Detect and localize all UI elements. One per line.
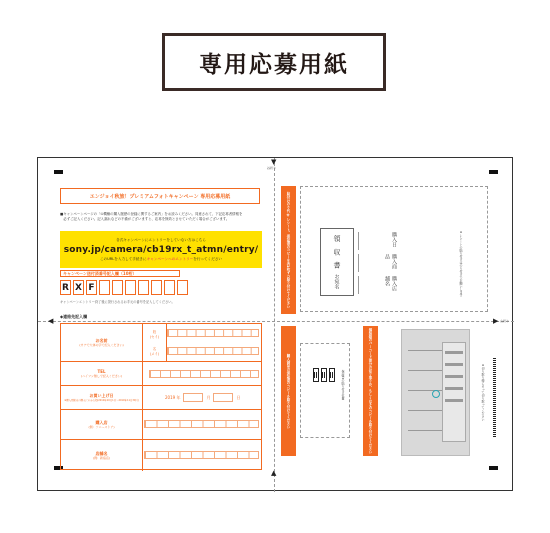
vertical-barcode: [493, 358, 496, 438]
fold-arrow-left: ◀: [48, 317, 54, 325]
serial-cell[interactable]: [112, 280, 123, 295]
fold-arrow-top: ▼: [271, 158, 277, 166]
url-instruction-suffix: を行ってください: [193, 256, 223, 261]
serial-cell[interactable]: [151, 280, 162, 295]
note-line: ■キャンペーンページの「①機種の購入履歴の登録に関するご案内」をお読みください。同意されて、下記応募者情報を: [60, 212, 243, 216]
serial-cell[interactable]: [164, 280, 175, 295]
store-label-sub: (例：ソニーストア): [88, 424, 115, 429]
tel-label-sub: (ハイフン無しで記入ください): [80, 373, 123, 378]
serial-cell[interactable]: R: [60, 280, 71, 295]
horizontal-fold-line: [38, 321, 514, 322]
mei-input-grid[interactable]: [167, 347, 259, 355]
store-label: [61, 410, 143, 439]
form-header: エンジョイ秋旅！プレミアムフォトキャンペーン 専用応募用紙: [60, 188, 260, 204]
day-text: 日: [236, 394, 241, 400]
vertical-fold-line: [274, 158, 275, 492]
receipt-line: 購入店舗名: [358, 276, 398, 294]
sei-sub: (セイ): [149, 335, 160, 339]
serial-cell[interactable]: [99, 280, 110, 295]
receipt-line: 購入商品: [358, 254, 398, 272]
barcode-block: [313, 368, 319, 382]
shop-label: [61, 440, 143, 471]
marker-circle-icon: [432, 390, 440, 398]
warranty-band: 購入商品の保証書のコピーを貼り付けてください: [281, 326, 296, 456]
serial-number-label: キャンペーン送付済番号記入欄（10桁）: [60, 270, 180, 277]
name-sublabels: [143, 324, 167, 361]
serial-cell[interactable]: X: [73, 280, 84, 295]
store-row: [61, 410, 261, 440]
registration-mark-top-right: [489, 170, 498, 174]
receipt-lines: [358, 232, 398, 294]
fold-label-top: 谷折り: [267, 166, 277, 170]
purchase-label-text: お買い上げ日: [89, 392, 114, 398]
serial-cell[interactable]: [177, 280, 188, 295]
purchase-date-inputs: [145, 386, 261, 409]
purchase-date-label: [61, 386, 143, 409]
mei-label: 名: [152, 347, 157, 351]
receipt-title: 領 収 書: [333, 235, 341, 271]
sample-bar: [445, 387, 463, 390]
store-input-grid[interactable]: [144, 420, 259, 428]
serial-cell[interactable]: F: [86, 280, 97, 295]
tel-label-text: TEL: [97, 368, 106, 374]
serial-cell[interactable]: [138, 280, 149, 295]
barcode-block: [329, 368, 335, 382]
serial-number-cells: [60, 280, 188, 295]
serial-cell[interactable]: [125, 280, 136, 295]
shop-label-sub: (例：新宿店): [92, 455, 111, 460]
purchase-label-sub: ※購入期間内の購入にのみ有効(2019年10月1日〜2019年11月30日): [64, 398, 139, 402]
shop-row: [61, 440, 261, 471]
sample-bar: [445, 351, 463, 354]
tel-row: [61, 362, 261, 386]
tel-label: [61, 362, 143, 385]
name-row: [61, 324, 261, 362]
year-text: 2019 年: [165, 394, 181, 400]
month-input[interactable]: [183, 393, 203, 402]
purchase-date-row: [61, 386, 261, 410]
cut-note: ※切り取り線にそって切り取ってください: [481, 363, 485, 421]
sample-bar: [445, 375, 463, 378]
day-input[interactable]: [213, 393, 233, 402]
tel-input-grid[interactable]: [149, 370, 259, 378]
fold-arrow-bottom: ▲: [271, 469, 277, 477]
registration-mark-top-left: [54, 170, 63, 174]
mei-sub: (メイ): [149, 352, 160, 356]
sample-bar: [445, 363, 463, 366]
url-intro: 各式キャンペーンにエントリーをしていない方はこちら: [116, 237, 206, 242]
receipt-subtitle: お宛名: [333, 273, 340, 289]
address-section-heading: ◆連絡先記入欄: [60, 314, 88, 319]
sample-inner-box: [442, 342, 466, 442]
receipt-line: 購入日: [358, 232, 398, 250]
sample-bar: [445, 399, 463, 402]
name-label-sub: (カナで大体の字で記入ください): [79, 342, 124, 347]
fold-label-right: 山折り: [500, 319, 510, 323]
glue-margin-band: 貼付けのり代 ※レシート、保証書のコピーを各1枚ずつ貼り付けてください: [281, 186, 296, 314]
warranty-note: 保証書の貼り付け位置: [341, 370, 345, 400]
url-instruction-prefix: このURLを入力して手続きに: [99, 256, 147, 261]
barcode-lines: [314, 372, 318, 378]
barcode-sample: [313, 368, 343, 406]
note-line: 必ずご記入ください。記入漏れなどの不備がございますと、応募を無効とさせていただく場合がございます。: [60, 217, 230, 221]
url-instruction: [100, 257, 222, 262]
barcode-block: [321, 368, 327, 382]
receipt-note: ※レシートの貼り付けはのり付けでお願いします: [459, 230, 463, 297]
barcode-lines: [330, 372, 334, 378]
store-label-text: 購入店: [95, 419, 108, 425]
barcode-band: 個装箱のバーコード部分の切り取りか、もしくはそのコピーを貼り付けてください: [363, 326, 378, 456]
entry-url: sony.jp/camera/cb19rx_t_atmn/entry/: [63, 244, 259, 255]
fold-arrow-right: ▶: [493, 317, 499, 325]
sei-input-grid[interactable]: [167, 329, 259, 337]
name-label: [61, 324, 143, 361]
form-notes: [60, 212, 260, 222]
month-text: 月: [206, 394, 211, 400]
registration-mark-bottom-right: [489, 466, 498, 470]
contact-form-table: [60, 323, 262, 470]
name-label-text: お名前: [95, 337, 108, 343]
warranty-sample-image: [401, 329, 470, 456]
sei-label: 姓: [152, 330, 157, 334]
barcode-lines: [322, 372, 326, 378]
receipt-sample: [320, 228, 354, 296]
shop-label-text: 店舗名: [95, 450, 108, 456]
url-instruction-emphasis: キャンペーンへのエントリー: [146, 256, 194, 261]
application-form-sheet: [37, 157, 513, 491]
shop-input-grid[interactable]: [144, 451, 259, 459]
serial-note: キャンペーンエントリー終了後に発行されるお手元の番号を記入してください。: [60, 300, 175, 304]
page-title: 専用応募用紙: [162, 33, 386, 91]
entry-url-box: [60, 231, 262, 268]
